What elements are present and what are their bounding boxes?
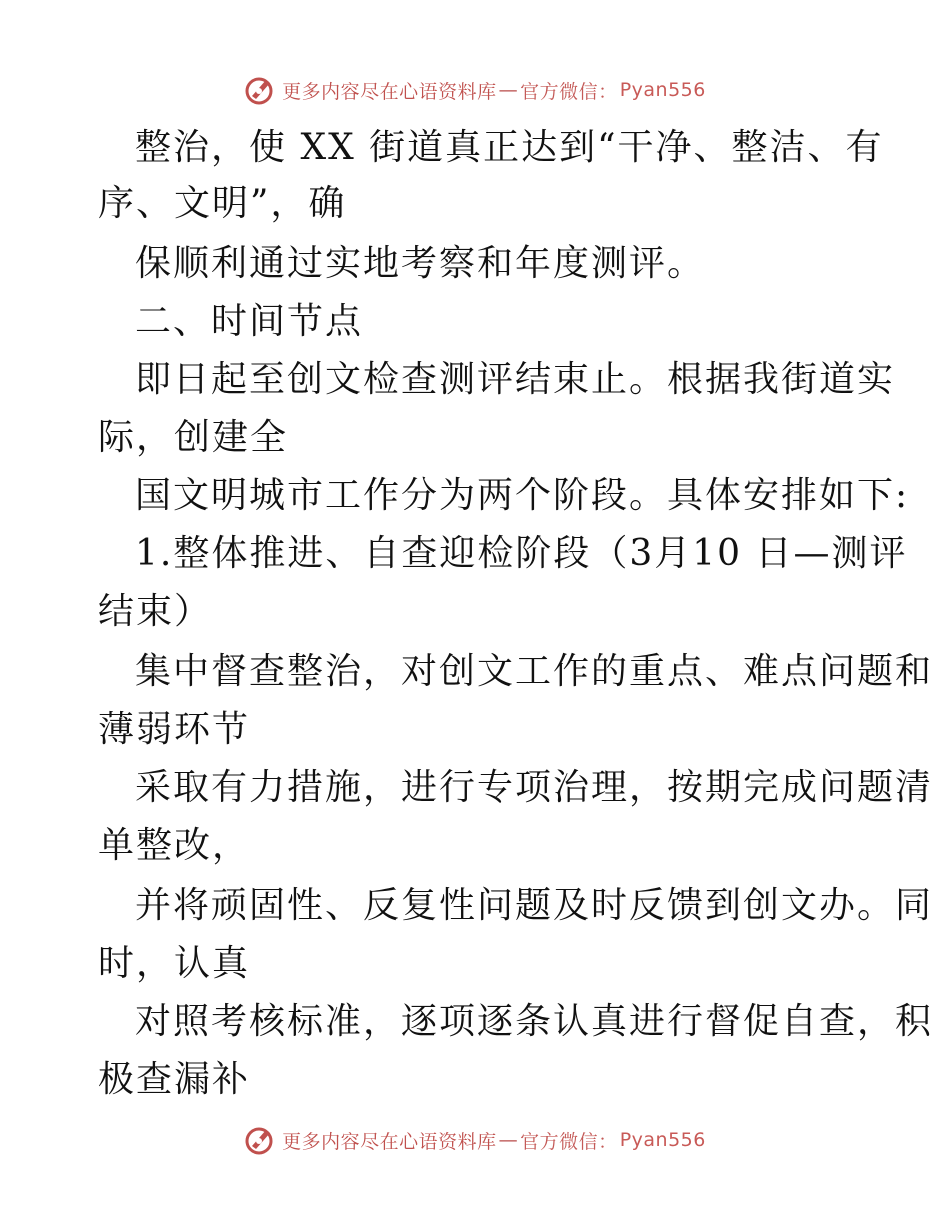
text-line: 薄弱环节 [98, 709, 251, 750]
watermark-wechat-id: Pyan556 [619, 1129, 706, 1151]
text-line: 并将顽固性、反复性问题及时反馈到创文办。同 [135, 885, 934, 926]
text-line: 1.整体推进、自查迎检阶段（3月10 日—测评 [135, 533, 908, 574]
watermark-brand: 更多内容尽在心语资料库 [282, 1130, 497, 1153]
text-line: 国文明城市工作分为两个阶段。具体安排如下: [135, 475, 910, 516]
footer-watermark [0, 1120, 950, 1160]
text-line: 集中督查整治，对创文工作的重点、难点问题和 [135, 651, 934, 692]
text-line: 单整改， [98, 825, 251, 866]
text-line: 时，认真 [98, 943, 251, 984]
text-line: 极查漏补 [98, 1059, 251, 1100]
watermark-wechat-id: Pyan556 [619, 79, 706, 101]
watermark-dash: — [498, 1129, 519, 1151]
text-line: 即日起至创文检查测评结束止。根据我街道实 [135, 359, 896, 400]
brush-logo-icon [244, 74, 276, 106]
text-line: 对照考核标准，逐项逐条认真进行督促自查，积 [135, 1001, 934, 1042]
watermark-official-label: 官方微信： [520, 1130, 618, 1153]
text-line: 结束） [98, 591, 213, 632]
section-heading: 二、时间节点 [135, 301, 364, 342]
text-line: 整治，使 XX 街道真正达到“干净、整洁、有 [135, 127, 884, 168]
watermark-brand: 更多内容尽在心语资料库 [282, 80, 497, 103]
header-watermark [0, 70, 950, 110]
watermark-official-label: 官方微信： [520, 80, 618, 103]
text-line: 保顺利通过实地考察和年度测评。 [135, 243, 706, 284]
text-line: 采取有力措施，进行专项治理，按期完成问题清 [135, 767, 934, 808]
text-line: 序、文明”，确 [98, 183, 347, 224]
brush-logo-icon [244, 1124, 276, 1156]
watermark-dash: — [498, 79, 519, 101]
text-line: 际，创建全 [98, 417, 289, 458]
